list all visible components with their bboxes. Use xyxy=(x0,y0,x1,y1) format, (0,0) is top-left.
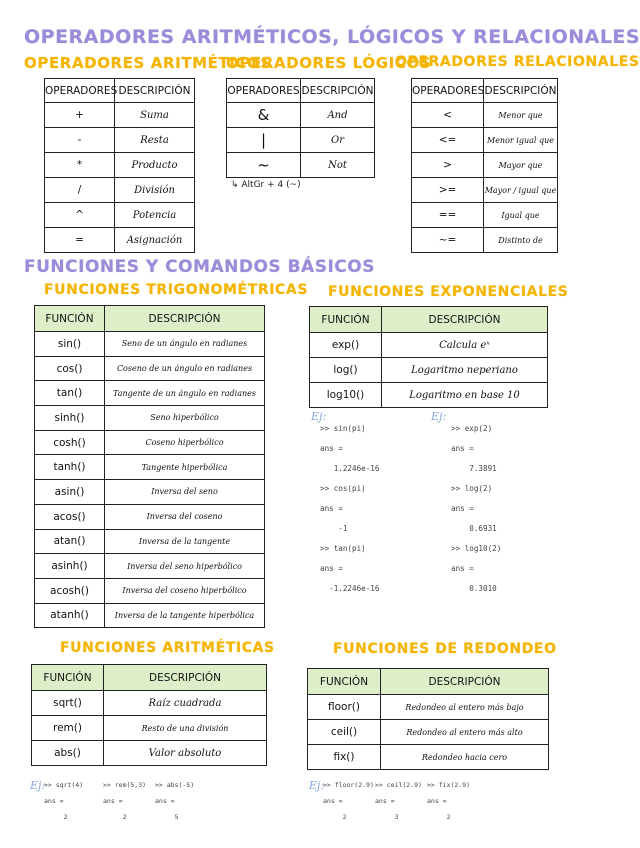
operator-cell: == xyxy=(412,203,484,228)
description-cell: Valor absoluto xyxy=(104,741,267,766)
table-row xyxy=(308,745,549,770)
header-descripcion: DESCRIPCIÓN xyxy=(104,665,267,691)
table-row xyxy=(310,333,548,358)
description-cell: Not xyxy=(301,153,375,178)
table-row xyxy=(308,695,549,720)
description-cell: Menor igual que xyxy=(484,128,558,153)
description-cell: Tangente hiperbólica xyxy=(105,455,265,480)
table-operadores-relacionales xyxy=(411,78,558,253)
function-cell: acos() xyxy=(35,504,105,529)
code-example-abs: >> abs(-5) ans = 5 xyxy=(155,781,195,821)
table-row xyxy=(45,228,195,253)
function-cell: cos() xyxy=(35,356,105,381)
description-cell: Redondeo al entero más bajo xyxy=(381,695,549,720)
operator-cell: = xyxy=(45,228,115,253)
heading-operadores-aritmeticos: OPERADORES ARITMÉTICOS xyxy=(24,54,272,72)
description-cell: Inversa del seno xyxy=(105,480,265,505)
header-funcion: FUNCIÓN xyxy=(308,669,381,695)
operator-cell: + xyxy=(45,103,115,128)
ej-label-arith: Ej: xyxy=(30,779,46,792)
heading-funciones-aritmeticas: FUNCIONES ARITMÉTICAS xyxy=(60,640,275,656)
table-row xyxy=(45,203,195,228)
operator-cell: - xyxy=(45,128,115,153)
code-example-sqrt: >> sqrt(4) ans = 2 xyxy=(44,781,84,821)
table-row xyxy=(227,153,375,178)
table-row xyxy=(412,128,558,153)
header-funcion: FUNCIÓN xyxy=(32,665,104,691)
table-funciones-de-redondeo xyxy=(307,668,549,770)
function-cell: floor() xyxy=(308,695,381,720)
table-row xyxy=(412,178,558,203)
operator-cell: ~ xyxy=(227,153,301,178)
code-example-expo: >> exp(2) ans = 7.3891 >> log(2) ans = 0.6931 >> log10(2) ans = 0.3010 xyxy=(451,424,502,593)
description-cell: Igual que xyxy=(484,203,558,228)
table-row xyxy=(35,578,265,603)
table-row xyxy=(310,383,548,408)
heading-funciones-exponenciales: FUNCIONES EXPONENCIALES xyxy=(328,284,569,300)
table-row xyxy=(227,103,375,128)
description-cell: Mayor que xyxy=(484,153,558,178)
table-row xyxy=(32,691,267,716)
heading-funciones-trigonometricas: FUNCIONES TRIGONOMÉTRICAS xyxy=(44,282,309,298)
table-row xyxy=(35,529,265,554)
description-cell: Redondeo al entero más alto xyxy=(381,720,549,745)
description-cell: Coseno hiperbólico xyxy=(105,430,265,455)
ej-label-expo: Ej: xyxy=(431,410,447,423)
operator-cell: > xyxy=(412,153,484,178)
function-cell: sinh() xyxy=(35,406,105,431)
description-cell: Suma xyxy=(115,103,195,128)
table-row xyxy=(412,153,558,178)
function-cell: tanh() xyxy=(35,455,105,480)
table-row xyxy=(310,358,548,383)
description-cell: Mayor / igual que xyxy=(484,178,558,203)
operator-cell: <= xyxy=(412,128,484,153)
function-cell: asin() xyxy=(35,480,105,505)
description-cell: Asignación xyxy=(115,228,195,253)
header-operadores: OPERADORES xyxy=(412,79,484,103)
description-cell: Inversa del coseno hiperbólico xyxy=(105,578,265,603)
heading-operadores-logicos: OPERADORES LÓGICOS xyxy=(226,54,432,72)
table-row xyxy=(412,228,558,253)
function-cell: asinh() xyxy=(35,554,105,579)
table-row xyxy=(45,153,195,178)
header-descripcion: DESCRIPCIÓN xyxy=(115,79,195,103)
description-cell: Tangente de un ángulo en radianes xyxy=(105,381,265,406)
table-row xyxy=(35,332,265,357)
ej-label-trig: Ej: xyxy=(311,410,327,423)
operator-cell: < xyxy=(412,103,484,128)
table-row xyxy=(308,720,549,745)
header-operadores: OPERADORES xyxy=(45,79,115,103)
heading-funciones-de-redondeo: FUNCIONES DE REDONDEO xyxy=(333,641,557,657)
section-title-funciones: FUNCIONES Y COMANDOS BÁSICOS xyxy=(24,257,375,277)
description-cell: Inversa de la tangente xyxy=(105,529,265,554)
operator-cell: >= xyxy=(412,178,484,203)
description-cell: Resto de una división xyxy=(104,716,267,741)
description-cell: Distinto de xyxy=(484,228,558,253)
table-row xyxy=(35,356,265,381)
description-cell: Calcula eˣ xyxy=(382,333,548,358)
page-title: OPERADORES ARITMÉTICOS, LÓGICOS Y RELACIONALES xyxy=(24,26,640,48)
function-cell: atan() xyxy=(35,529,105,554)
table-row xyxy=(35,455,265,480)
header-descripcion: DESCRIPCIÓN xyxy=(105,306,265,332)
code-example-trig: >> sin(pi) ans = 1.2246e-16 >> cos(pi) ans = -1 >> tan(pi) ans = -1.2246e-16 xyxy=(320,424,380,593)
description-cell: Menor que xyxy=(484,103,558,128)
operator-cell: & xyxy=(227,103,301,128)
description-cell: Seno de un ángulo en radianes xyxy=(105,332,265,357)
description-cell: Logaritmo en base 10 xyxy=(382,383,548,408)
function-cell: acosh() xyxy=(35,578,105,603)
table-row xyxy=(32,716,267,741)
code-example-ceil: >> ceil(2.9) ans = 3 xyxy=(375,781,422,821)
operator-cell: * xyxy=(45,153,115,178)
table-row xyxy=(45,103,195,128)
function-cell: ceil() xyxy=(308,720,381,745)
code-example-fix: >> fix(2.9) ans = 2 xyxy=(427,781,471,821)
description-cell: Seno hiperbólico xyxy=(105,406,265,431)
header-funcion: FUNCIÓN xyxy=(35,306,105,332)
header-descripcion: DESCRIPCIÓN xyxy=(382,307,548,333)
header-descripcion: DESCRIPCIÓN xyxy=(301,79,375,103)
description-cell: Inversa del seno hiperbólico xyxy=(105,554,265,579)
function-cell: rem() xyxy=(32,716,104,741)
function-cell: tan() xyxy=(35,381,105,406)
table-row xyxy=(35,504,265,529)
description-cell: Producto xyxy=(115,153,195,178)
table-funciones-exponenciales xyxy=(309,306,548,408)
table-row xyxy=(412,103,558,128)
description-cell: And xyxy=(301,103,375,128)
table-row xyxy=(227,128,375,153)
description-cell: Logaritmo neperiano xyxy=(382,358,548,383)
header-descripcion: DESCRIPCIÓN xyxy=(484,79,558,103)
header-funcion: FUNCIÓN xyxy=(310,307,382,333)
header-operadores: OPERADORES xyxy=(227,79,301,103)
description-cell: División xyxy=(115,178,195,203)
table-row xyxy=(35,381,265,406)
table-operadores-logicos xyxy=(226,78,375,178)
table-row xyxy=(35,430,265,455)
operator-cell: | xyxy=(227,128,301,153)
operator-cell: ~= xyxy=(412,228,484,253)
table-row xyxy=(412,203,558,228)
ej-label-round: Ej: xyxy=(309,779,325,792)
table-row xyxy=(35,480,265,505)
description-cell: Coseno de un ángulo en radianes xyxy=(105,356,265,381)
code-example-rem: >> rem(5,3) ans = 2 xyxy=(103,781,147,821)
table-row xyxy=(45,128,195,153)
description-cell: Potencia xyxy=(115,203,195,228)
function-cell: atanh() xyxy=(35,603,105,628)
altgr-note: ↳ AltGr + 4 (~) xyxy=(231,180,301,190)
code-example-floor: >> floor(2.9) ans = 2 xyxy=(323,781,374,821)
description-cell: Raíz cuadrada xyxy=(104,691,267,716)
function-cell: fix() xyxy=(308,745,381,770)
function-cell: sqrt() xyxy=(32,691,104,716)
table-row xyxy=(45,178,195,203)
description-cell: Inversa del coseno xyxy=(105,504,265,529)
function-cell: cosh() xyxy=(35,430,105,455)
header-descripcion: DESCRIPCIÓN xyxy=(381,669,549,695)
heading-operadores-relacionales: OPERADORES RELACIONALES xyxy=(395,54,640,70)
table-row xyxy=(35,406,265,431)
function-cell: log10() xyxy=(310,383,382,408)
function-cell: abs() xyxy=(32,741,104,766)
operator-cell: / xyxy=(45,178,115,203)
description-cell: Inversa de la tangente hiperbólica xyxy=(105,603,265,628)
description-cell: Redondeo hacia cero xyxy=(381,745,549,770)
function-cell: sin() xyxy=(35,332,105,357)
function-cell: log() xyxy=(310,358,382,383)
table-funciones-trigonometricas xyxy=(34,305,265,628)
table-row xyxy=(35,554,265,579)
table-funciones-aritmeticas xyxy=(31,664,267,766)
operator-cell: ^ xyxy=(45,203,115,228)
description-cell: Or xyxy=(301,128,375,153)
table-row xyxy=(32,741,267,766)
function-cell: exp() xyxy=(310,333,382,358)
table-operadores-aritmeticos xyxy=(44,78,195,253)
description-cell: Resta xyxy=(115,128,195,153)
table-row xyxy=(35,603,265,628)
